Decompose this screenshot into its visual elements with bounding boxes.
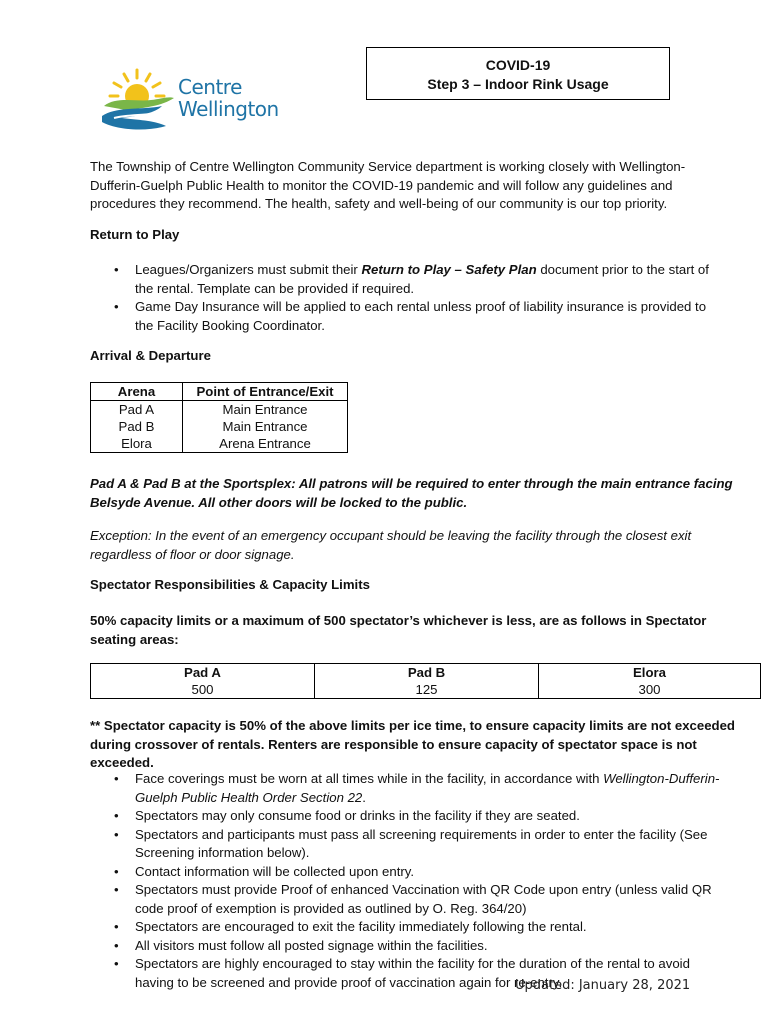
table-cell: Main Entrance	[183, 418, 348, 435]
list-item: • Spectators must provide Proof of enhanced Vaccination with QR Code upon entry (unless valid QR code proof of exemption is provided as outlined by O. Reg. 364/20)	[90, 881, 730, 918]
list-item: • Face coverings must be worn at all times while in the facility, in accordance with Wellington-Dufferin-Guelph Public Health Order Section 22.	[90, 770, 730, 807]
list-item: • Contact information will be collected upon entry.	[90, 863, 730, 882]
column-header: Pad A	[91, 664, 315, 682]
list-item: • Spectators and participants must pass all screening requirements in order to enter the facility (See Screening information below).	[90, 826, 730, 863]
table-row	[91, 401, 348, 419]
spectator-rules-list	[90, 770, 730, 992]
centre-wellington-logo	[96, 66, 286, 136]
table-cell: Main Entrance	[183, 401, 348, 419]
title-line-2: Step 3 – Indoor Rink Usage	[427, 76, 609, 92]
table-row	[91, 681, 761, 699]
logo-line-1: Centre	[178, 75, 242, 99]
arena-entrance-table	[90, 382, 348, 453]
table-row	[91, 418, 348, 435]
return-to-play-list	[90, 261, 710, 335]
spectator-capacity-note: ** Spectator capacity is 50% of the above limits per ice time, to ensure capacity limits are not exceeded during crossover of rentals. Renters are responsible to ensure capacity of spectator space is not exceeded.	[90, 718, 735, 770]
column-header: Pad B	[315, 664, 539, 682]
spectator-heading: Spectator Responsibilities & Capacity Limits	[90, 577, 370, 592]
logo-line-2: Wellington	[178, 97, 279, 121]
document-title-box	[366, 47, 670, 100]
table-header-row	[91, 664, 761, 682]
table-cell: 500	[91, 681, 315, 699]
logo-wordmark	[178, 76, 279, 120]
updated-date: Updated: January 28, 2021	[515, 978, 691, 993]
list-item: • Spectators may only consume food or drinks in the facility if they are seated.	[90, 807, 730, 826]
capacity-note: 50% capacity limits or a maximum of 500 spectator’s whichever is less, are as follows in Spectator seating areas:	[90, 613, 707, 647]
list-item: • Spectators are highly encouraged to stay within the facility for the duration of the rental to avoid having to be screened and provide proof of vaccination again for re-entry.	[90, 955, 730, 992]
exception-note: Exception: In the event of an emergency occupant should be leaving the facility through the closest exit regardless of floor or door signage.	[90, 528, 692, 562]
safety-plan-emphasis: Return to Play – Safety Plan	[361, 262, 537, 277]
arrival-departure-heading: Arrival & Departure	[90, 348, 211, 363]
return-to-play-heading: Return to Play	[90, 227, 180, 242]
table-cell: Pad A	[91, 401, 183, 419]
title-line-1: COVID-19	[485, 57, 551, 73]
list-item: • Spectators are encouraged to exit the facility immediately following the rental.	[90, 918, 730, 937]
column-header: Point of Entrance/Exit	[183, 383, 348, 401]
list-item: • All visitors must follow all posted signage within the facilities.	[90, 937, 730, 956]
sportsplex-entrance-note: Pad A & Pad B at the Sportsplex: All patrons will be required to enter through the main entrance facing Belsyde Avenue. All other doors will be locked to the public.	[90, 476, 733, 510]
list-item: • Leagues/Organizers must submit their Return to Play – Safety Plan document prior to the start of the rental. Template can be provided if required.	[90, 261, 710, 298]
table-row	[91, 435, 348, 453]
intro-paragraph: The Township of Centre Wellington Community Service department is working closely with Wellington-Dufferin-Guelph Public Health to monitor the COVID-19 pandemic and will follow any guidelines and procedures they recommend. The health, safety and well-being of our community is our top priority.	[90, 159, 686, 211]
column-header: Arena	[91, 383, 183, 401]
table-cell: 125	[315, 681, 539, 699]
list-item: • Game Day Insurance will be applied to each rental unless proof of liability insurance is provided to the Facility Booking Coordinator.	[90, 298, 710, 335]
health-order-reference: Wellington-Dufferin-Guelph Public Health Order Section 22	[135, 771, 720, 805]
table-cell: Elora	[91, 435, 183, 453]
table-cell: Pad B	[91, 418, 183, 435]
table-cell: Arena Entrance	[183, 435, 348, 453]
table-header-row	[91, 383, 348, 401]
column-header: Elora	[539, 664, 761, 682]
capacity-table	[90, 663, 761, 699]
table-cell: 300	[539, 681, 761, 699]
sun-river-logo-icon	[96, 66, 178, 136]
